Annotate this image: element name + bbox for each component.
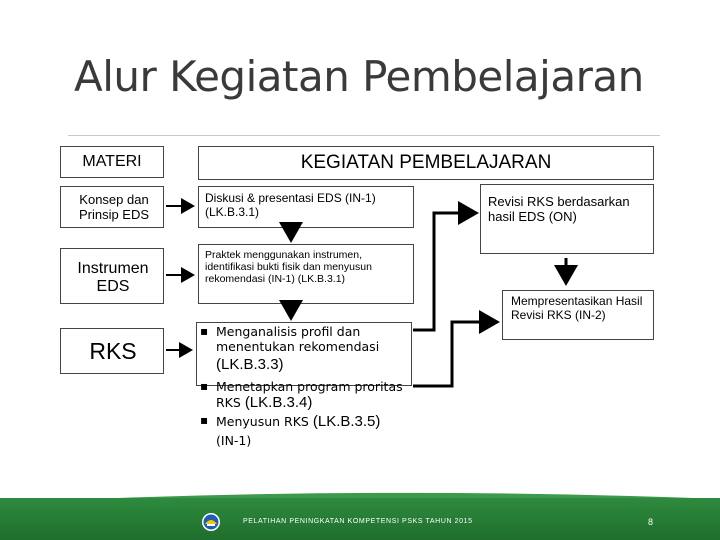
revisi-label: Revisi RKS berdasarkan hasil EDS (ON) — [488, 194, 630, 224]
connector-program-to-presentasi — [413, 322, 497, 386]
header-kegiatan-label: KEGIATAN PEMBELAJARAN — [300, 152, 552, 173]
bullet-text: Menetapkan program proritas RKS — [216, 379, 403, 410]
page-title: Alur Kegiatan Pembelajaran — [74, 52, 644, 101]
footer-text: PELATIHAN PENINGKATAN KOMPETENSI PSKS TAHUN 2015 — [243, 518, 473, 525]
materi-rks-label: RKS — [89, 338, 137, 364]
bullet-text: Menyusun RKS — [216, 414, 309, 429]
bullet-ref: (LK.B.3.4) — [244, 394, 313, 411]
bullet-tail: (IN-1) — [216, 433, 252, 448]
bullet-marker: ▪ — [200, 324, 209, 338]
materi-konsep-label: Konsep dan Prinsip EDS — [78, 192, 150, 222]
bullet-ref: (LK.B.3.3) — [216, 356, 284, 373]
tut-wuri-handayani-logo-icon — [201, 512, 221, 532]
kegiatan-diskusi-label: Diskusi & presentasi EDS (IN-1) (LK.B.3.1) — [205, 191, 376, 219]
kegiatan-praktek-label: Praktek menggunakan instrumen, identifikasi bukti fisik dan menyusun rekomendasi (IN-1) (LK.B.3.1) — [205, 249, 372, 286]
presentasi-label: Mempresentasikan Hasil Revisi RKS (IN-2) — [511, 294, 643, 322]
bullet-marker: ▪ — [200, 379, 209, 393]
connector-analisis-to-revisi — [413, 213, 476, 330]
page-number: 8 — [648, 517, 654, 527]
materi-instrumen-label: Instrumen EDS — [77, 260, 149, 296]
header-materi-label: MATERI — [82, 153, 142, 170]
bullet-ref: (LK.B.3.5) — [312, 413, 381, 430]
bullet-text: Menganalisis profil dan menentukan rekomendasi — [216, 324, 380, 354]
bullet-marker: ▪ — [200, 413, 209, 427]
